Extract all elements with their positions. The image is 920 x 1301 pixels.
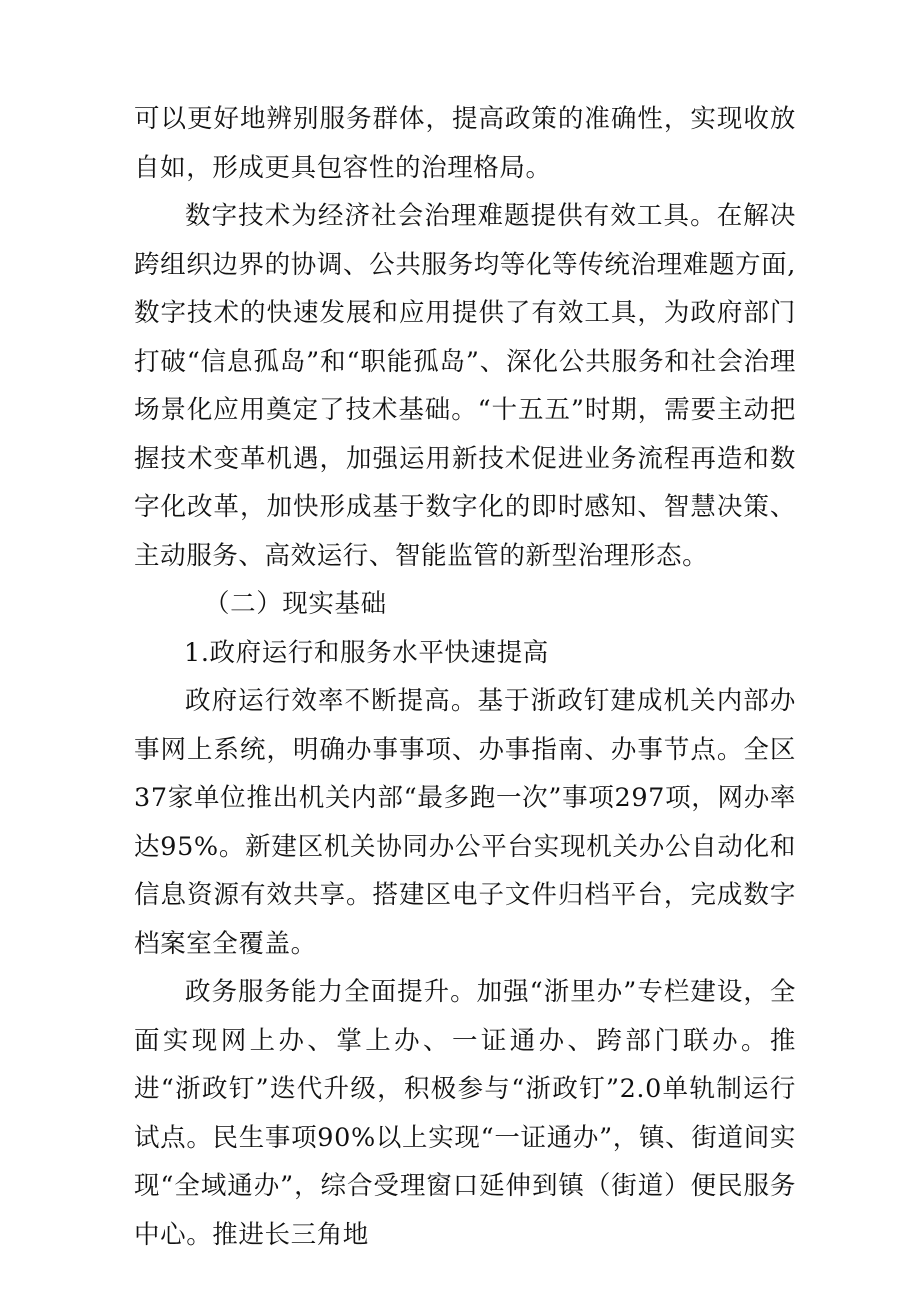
efficiency-paragraph: 政府运行效率不断提高。基于浙政钉建成机关内部办事网上系统，明确办事事项、办事指南、办事节点。全区37家单位推出机关内部“最多跑一次”事项297项，网办率达95%。新建区机关协同办公平台实现机关办公自动化和信息资源有效共享。搭建区电子文件归档平台，完成数字档案室全覆盖。 bbox=[134, 686, 796, 959]
section-heading: （二）现实基础 bbox=[204, 589, 387, 619]
subsection-heading: 1.政府运行和服务水平快速提高 bbox=[184, 637, 549, 668]
digital-tech-paragraph: 数字技术为经济社会治理难题提供有效工具。在解决跨组织边界的协调、公共服务均等化等传统治理难题方面,数字技术的快速发展和应用提供了有效工具，为政府部门打破“信息孤岛”和“职能孤岛”、深化公共服务和社会治理场景化应用奠定了技术基础。“十五五”时期，需要主动把握技术变革机遇，加强运用新技术促进业务流程再造和数字化改革，加快形成基于数字化的即时感知、智慧决策、主动服务、高效运行、智能监管的新型治理形态。 bbox=[134, 201, 796, 571]
continuation-paragraph: 可以更好地辨别服务群体，提高政策的准确性，实现收放自如，形成更具包容性的治理格局。 bbox=[134, 104, 796, 183]
document-body bbox=[134, 95, 796, 1259]
services-paragraph: 政务服务能力全面提升。加强“浙里办”专栏建设，全面实现网上办、掌上办、一证通办、跨部门联办。推进“浙政钉”迭代升级，积极参与“浙政钉”2.0单轨制运行试点。民生事项90%以上实现“一证通办”，镇、街道间实现“全域通办”，综合受理窗口延伸到镇（街道）便民服务中心。推进长三角地 bbox=[134, 977, 796, 1250]
